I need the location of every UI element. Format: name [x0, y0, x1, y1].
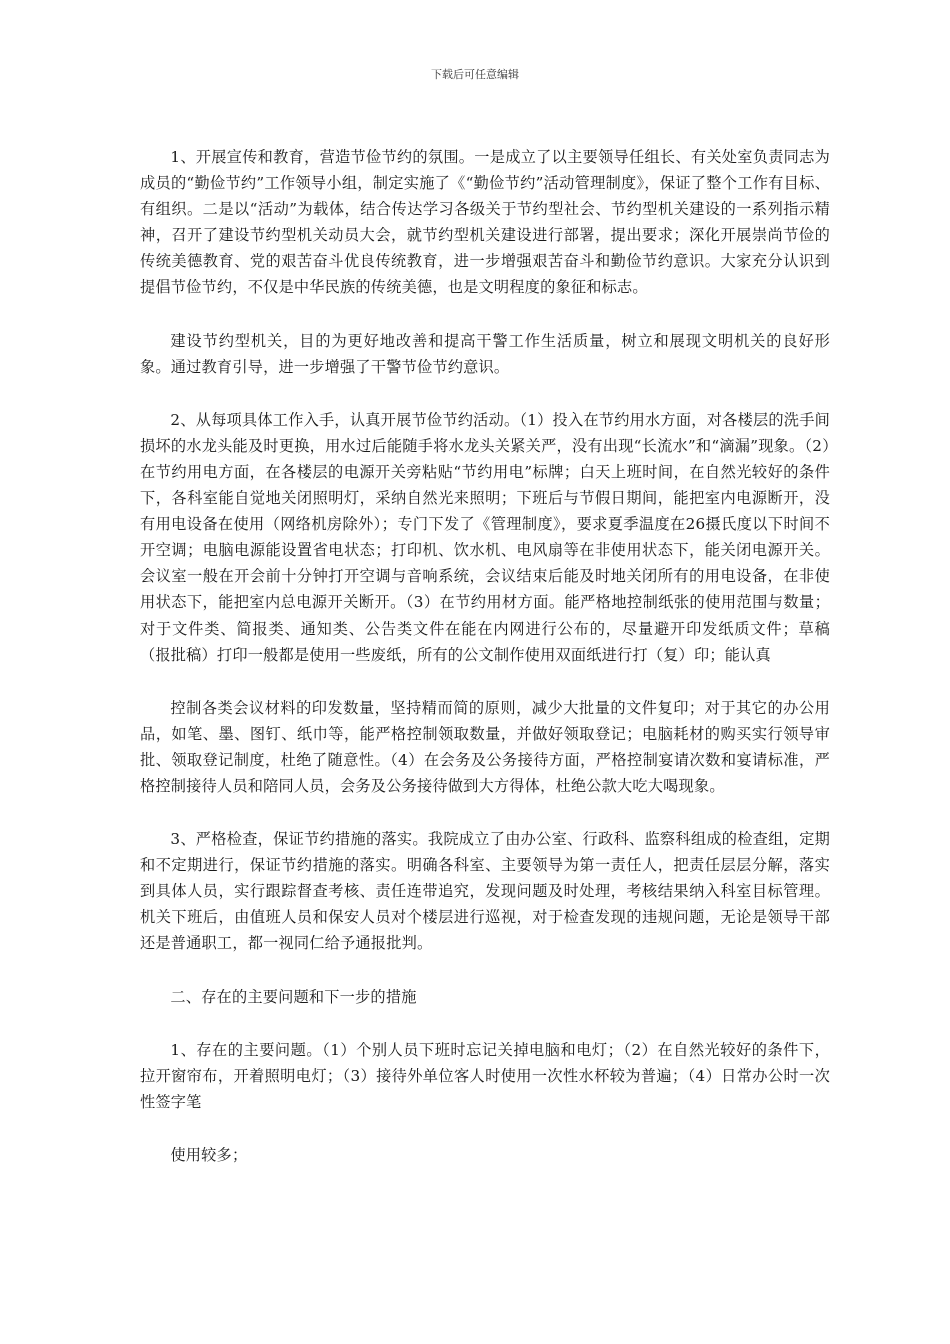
paragraph-2: 建设节约型机关，目的为更好地改善和提高干警工作生活质量，树立和展现文明机关的良好形象。通过教育引导，进一步增强了干警节俭节约意识。 — [140, 331, 830, 376]
page-header-note: 下载后可任意编辑 — [431, 68, 519, 81]
section-heading: 二、存在的主要问题和下一步的措施 — [170, 987, 417, 1006]
document-body — [140, 144, 830, 1195]
paragraph-6: 1、存在的主要问题。（1）个别人员下班时忘记关掉电脑和电灯；（2）在自然光较好的条件下，拉开窗帘布，开着照明电灯；（3）接待外单位客人时使用一次性水杯较为普遍；（4）日常办公时一次性签字笔 — [140, 1040, 830, 1111]
paragraph-3: 2、从每项具体工作入手，认真开展节俭节约活动。（1）投入在节约用水方面，对各楼层的洗手间损坏的水龙头能及时更换，用水过后能随手将水龙头关紧关严，没有出现“长流水”和“滴漏”现象。（2）在节约用电方面，在各楼层的电源开关旁粘贴“节约用电”标牌；白天上班时间，在自然光较好的条件下，各科室能自觉地关闭照明灯，采纳自然光来照明；下班后与节假日期间，能把室内电源断开，没有用电设备在使用（网络机房除外）；专门下发了《管理制度》，要求夏季温度在26摄氏度以下时间不开空调；电脑电源能设置省电状态；打印机、饮水机、电风扇等在非使用状态下，能关闭电源开关。会议室一般在开会前十分钟打开空调与音响系统，会议结束后能及时地关闭所有的用电设备，在非使用状态下，能把室内总电源开关断开。（3）在节约用材方面。能严格地控制纸张的使用范围与数量；对于文件类、简报类、通知类、公告类文件在能在内网进行公布的，尽量避开印发纸质文件；草稿（报批稿）打印一般都是使用一些废纸，所有的公文制作使用双面纸进行打（复）印；能认真 — [140, 410, 830, 664]
paragraph-7: 使用较多； — [170, 1145, 248, 1164]
paragraph-4: 控制各类会议材料的印发数量，坚持精而简的原则，减少大批量的文件复印；对于其它的办公用品，如笔、墨、图钉、纸巾等，能严格控制领取数量，并做好领取登记；电脑耗材的购买实行领导审批、领取登记制度，杜绝了随意性。（4）在会务及公务接待方面，严格控制宴请次数和宴请标准，严格控制接待人员和陪同人员，会务及公务接待做到大方得体，杜绝公款大吃大喝现象。 — [140, 698, 830, 795]
paragraph-5: 3、严格检查，保证节约措施的落实。我院成立了由办公室、行政科、监察科组成的检查组，定期和不定期进行，保证节约措施的落实。明确各科室、主要领导为第一责任人，把责任层层分解，落实到具体人员，实行跟踪督查考核、责任连带追究，发现问题及时处理，考核结果纳入科室目标管理。机关下班后，由值班人员和保安人员对个楼层进行巡视，对于检查发现的违规问题，无论是领导干部还是普通职工，都一视同仁给予通报批判。 — [140, 830, 830, 953]
paragraph-1: 1、开展宣传和教育，营造节俭节约的氛围。一是成立了以主要领导任组长、有关处室负责同志为成员的“勤俭节约”工作领导小组，制定实施了《“勤俭节约”活动管理制度》，保证了整个工作有目标、有组织。二是以“活动”为载体，结合传达学习各级关于节约型社会、节约型机关建设的一系列指示精神，召开了建设节约型机关动员大会，就节约型机关建设进行部署，提出要求；深化开展崇尚节俭的传统美德教育、党的艰苦奋斗优良传统教育，进一步增强艰苦奋斗和勤俭节约意识。大家充分认识到提倡节俭节约，不仅是中华民族的传统美德，也是文明程度的象征和标志。 — [140, 148, 830, 297]
